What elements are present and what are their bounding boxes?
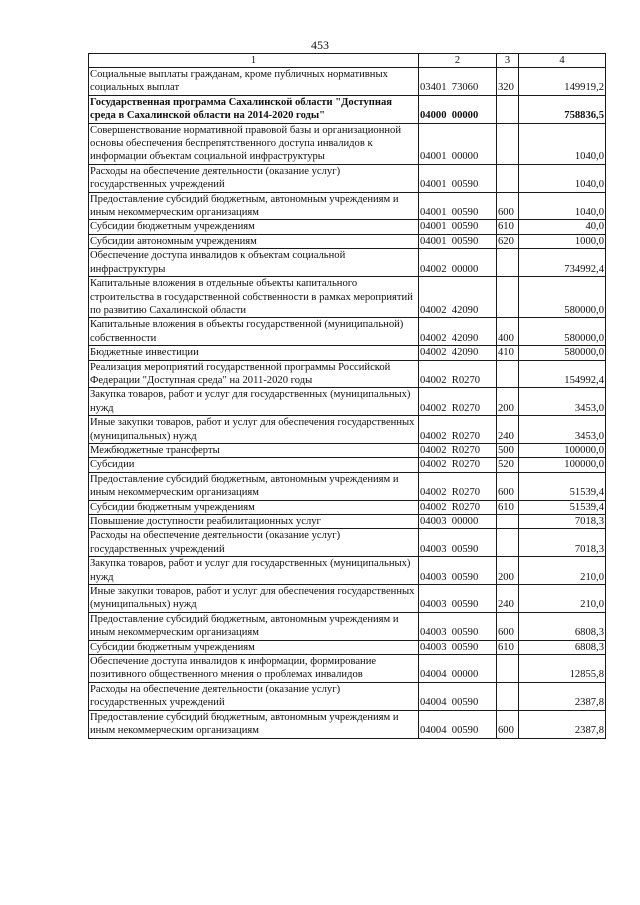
row-sum-cell: 580000,0 [519, 277, 606, 318]
row-sum-cell: 758836,5 [519, 95, 606, 123]
row-name-cell: Совершенствование нормативной правовой базы и организационной основы обеспечения беспрепятственного доступа инвалидов к информации объектам социальной инфраструктуры [89, 123, 419, 164]
row-code-cell: 04004 00000 [419, 655, 497, 683]
table-row [89, 346, 606, 360]
table-row [89, 612, 606, 640]
row-code-cell: 04003 00590 [419, 612, 497, 640]
row-expense-type-cell [497, 249, 519, 277]
column-number: 1 [89, 54, 419, 68]
table-row [89, 277, 606, 318]
row-expense-type-cell [497, 164, 519, 192]
row-code-cell: 04003 00590 [419, 585, 497, 613]
row-sum-cell: 51539,4 [519, 472, 606, 500]
row-sum-cell: 51539,4 [519, 500, 606, 514]
column-number: 3 [497, 54, 519, 68]
row-code-cell: 03401 73060 [419, 68, 497, 96]
row-sum-cell: 1040,0 [519, 164, 606, 192]
row-name-cell: Расходы на обеспечение деятельности (оказание услуг) государственных учреждений [89, 164, 419, 192]
row-code-cell: 04002 R0270 [419, 472, 497, 500]
table-row [89, 416, 606, 444]
table-row [89, 515, 606, 529]
row-name-cell: Капитальные вложения в объекты государственной (муниципальной) собственности [89, 318, 419, 346]
row-code-cell: 04002 42090 [419, 318, 497, 346]
row-expense-type-cell: 200 [497, 388, 519, 416]
row-expense-type-cell: 400 [497, 318, 519, 346]
row-sum-cell: 210,0 [519, 585, 606, 613]
table-row [89, 360, 606, 388]
row-code-cell: 04003 00000 [419, 515, 497, 529]
row-sum-cell: 580000,0 [519, 318, 606, 346]
row-name-cell: Бюджетные инвестиции [89, 346, 419, 360]
row-expense-type-cell [497, 515, 519, 529]
row-code-cell: 04002 42090 [419, 346, 497, 360]
table-row [89, 164, 606, 192]
row-name-cell: Повышение доступности реабилитационных услуг [89, 515, 419, 529]
table-row [89, 529, 606, 557]
row-name-cell: Обеспечение доступа инвалидов к объектам социальной инфраструктуры [89, 249, 419, 277]
row-sum-cell: 12855,8 [519, 655, 606, 683]
row-sum-cell: 210,0 [519, 557, 606, 585]
row-name-cell: Межбюджетные трансферты [89, 443, 419, 457]
row-sum-cell: 6808,3 [519, 640, 606, 654]
row-sum-cell: 2387,8 [519, 710, 606, 738]
row-code-cell: 04002 R0270 [419, 500, 497, 514]
row-sum-cell: 580000,0 [519, 346, 606, 360]
row-code-cell: 04001 00590 [419, 192, 497, 220]
row-expense-type-cell: 610 [497, 220, 519, 234]
table-row [89, 710, 606, 738]
table-row [89, 95, 606, 123]
table-row [89, 557, 606, 585]
row-code-cell: 04002 R0270 [419, 443, 497, 457]
row-name-cell: Расходы на обеспечение деятельности (оказание услуг) государственных учреждений [89, 529, 419, 557]
table-row [89, 500, 606, 514]
table-row [89, 220, 606, 234]
row-expense-type-cell [497, 655, 519, 683]
table-row [89, 68, 606, 96]
row-code-cell: 04002 R0270 [419, 458, 497, 472]
row-name-cell: Субсидии [89, 458, 419, 472]
row-sum-cell: 100000,0 [519, 443, 606, 457]
row-code-cell: 04003 00590 [419, 529, 497, 557]
row-expense-type-cell [497, 95, 519, 123]
row-sum-cell: 734992,4 [519, 249, 606, 277]
row-name-cell: Субсидии бюджетным учреждениям [89, 500, 419, 514]
column-number: 4 [519, 54, 606, 68]
row-sum-cell: 7018,3 [519, 515, 606, 529]
row-name-cell: Иные закупки товаров, работ и услуг для обеспечения государственных (муниципальных) нужд [89, 416, 419, 444]
row-sum-cell: 2387,8 [519, 682, 606, 710]
table-row [89, 640, 606, 654]
row-sum-cell: 1040,0 [519, 192, 606, 220]
row-name-cell: Расходы на обеспечение деятельности (оказание услуг) государственных учреждений [89, 682, 419, 710]
column-number: 2 [419, 54, 497, 68]
row-expense-type-cell: 610 [497, 500, 519, 514]
row-code-cell: 04003 00590 [419, 557, 497, 585]
row-name-cell: Государственная программа Сахалинской области "Доступная среда в Сахалинской области на 2014-2020 годы" [89, 95, 419, 123]
row-name-cell: Субсидии бюджетным учреждениям [89, 220, 419, 234]
row-code-cell: 04001 00590 [419, 164, 497, 192]
row-code-cell: 04002 R0270 [419, 388, 497, 416]
table-row [89, 458, 606, 472]
row-code-cell: 04004 00590 [419, 710, 497, 738]
row-name-cell: Субсидии автономным учреждениям [89, 234, 419, 248]
row-sum-cell: 7018,3 [519, 529, 606, 557]
table-row [89, 388, 606, 416]
row-code-cell: 04002 R0270 [419, 416, 497, 444]
table-row [89, 443, 606, 457]
page-number: 453 [311, 38, 329, 52]
row-sum-cell: 3453,0 [519, 388, 606, 416]
row-expense-type-cell: 600 [497, 472, 519, 500]
row-name-cell: Предоставление субсидий бюджетным, автономным учреждениям и иным некоммерческим организациям [89, 612, 419, 640]
row-expense-type-cell: 200 [497, 557, 519, 585]
row-sum-cell: 6808,3 [519, 612, 606, 640]
row-code-cell: 04003 00590 [419, 640, 497, 654]
table-row [89, 472, 606, 500]
row-expense-type-cell: 520 [497, 458, 519, 472]
table-row [89, 585, 606, 613]
row-expense-type-cell: 610 [497, 640, 519, 654]
table-row [89, 249, 606, 277]
row-expense-type-cell [497, 277, 519, 318]
row-expense-type-cell: 240 [497, 416, 519, 444]
row-expense-type-cell: 240 [497, 585, 519, 613]
row-sum-cell: 40,0 [519, 220, 606, 234]
row-code-cell: 04001 00000 [419, 123, 497, 164]
row-sum-cell: 1040,0 [519, 123, 606, 164]
row-sum-cell: 1000,0 [519, 234, 606, 248]
row-expense-type-cell: 620 [497, 234, 519, 248]
row-expense-type-cell: 600 [497, 192, 519, 220]
table-row [89, 192, 606, 220]
row-code-cell: 04001 00590 [419, 234, 497, 248]
row-name-cell: Предоставление субсидий бюджетным, автономным учреждениям и иным некоммерческим организациям [89, 192, 419, 220]
row-expense-type-cell [497, 529, 519, 557]
table-row [89, 123, 606, 164]
row-expense-type-cell [497, 123, 519, 164]
row-code-cell: 04004 00590 [419, 682, 497, 710]
row-name-cell: Социальные выплаты гражданам, кроме публичных нормативных социальных выплат [89, 68, 419, 96]
row-code-cell: 04001 00590 [419, 220, 497, 234]
row-expense-type-cell: 320 [497, 68, 519, 96]
row-expense-type-cell: 600 [497, 612, 519, 640]
table-row [89, 318, 606, 346]
row-code-cell: 04002 00000 [419, 249, 497, 277]
row-sum-cell: 100000,0 [519, 458, 606, 472]
row-name-cell: Обеспечение доступа инвалидов к информации, формирование позитивного общественного мнения о проблемах инвалидов [89, 655, 419, 683]
row-expense-type-cell: 410 [497, 346, 519, 360]
row-code-cell: 04000 00000 [419, 95, 497, 123]
row-expense-type-cell: 600 [497, 710, 519, 738]
row-name-cell: Предоставление субсидий бюджетным, автономным учреждениям и иным некоммерческим организациям [89, 472, 419, 500]
row-name-cell: Закупка товаров, работ и услуг для государственных (муниципальных) нужд [89, 388, 419, 416]
row-sum-cell: 149919,2 [519, 68, 606, 96]
row-name-cell: Закупка товаров, работ и услуг для государственных (муниципальных) нужд [89, 557, 419, 585]
row-expense-type-cell [497, 360, 519, 388]
row-code-cell: 04002 42090 [419, 277, 497, 318]
row-sum-cell: 154992,4 [519, 360, 606, 388]
row-expense-type-cell [497, 682, 519, 710]
budget-table-body [89, 54, 606, 739]
row-expense-type-cell: 500 [497, 443, 519, 457]
row-name-cell: Предоставление субсидий бюджетным, автономным учреждениям и иным некоммерческим организациям [89, 710, 419, 738]
table-row [89, 234, 606, 248]
row-name-cell: Капитальные вложения в отдельные объекты капитального строительства в государственной собственности в рамках мероприятий по развитию Сахалинской области [89, 277, 419, 318]
row-name-cell: Субсидии бюджетным учреждениям [89, 640, 419, 654]
row-name-cell: Реализация мероприятий государственной программы Российской Федерации "Доступная среда" на 2011-2020 годы [89, 360, 419, 388]
table-row [89, 682, 606, 710]
row-code-cell: 04002 R0270 [419, 360, 497, 388]
table-row [89, 655, 606, 683]
budget-table [88, 53, 606, 739]
row-name-cell: Иные закупки товаров, работ и услуг для обеспечения государственных (муниципальных) нужд [89, 585, 419, 613]
row-sum-cell: 3453,0 [519, 416, 606, 444]
column-number-row [89, 54, 606, 68]
